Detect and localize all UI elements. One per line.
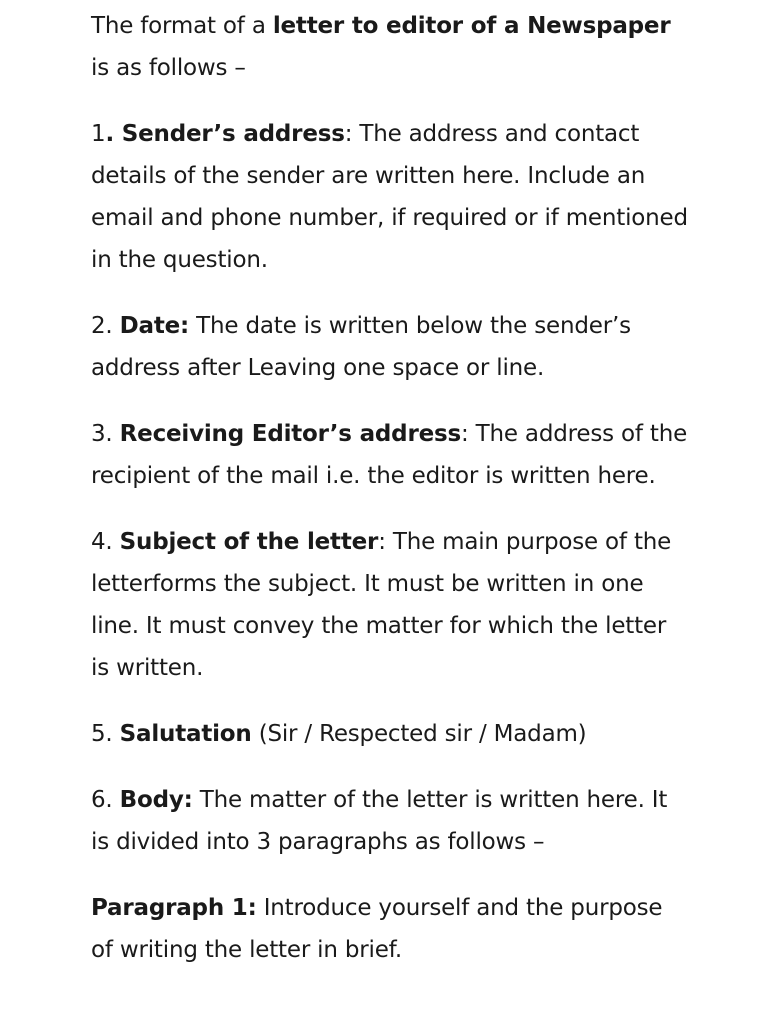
item-heading: Subject of the letter [119,529,379,555]
item-subject-of-the-letter [91,521,691,689]
item-heading: Paragraph 1: [91,895,257,921]
item-text: : The main purpose of the letterforms the subject. It must be written in one line. It must convey the matter for which the letter is written. [91,529,672,681]
intro-text-post: is as follows – [91,55,246,81]
item-number: 5. [91,721,120,747]
intro-text-pre: The format of a [91,13,273,39]
item-text: The matter of the letter is written here. It is divided into 3 paragraphs as follows – [91,787,668,855]
item-text: The date is written below the sender’s address after Leaving one space or line. [91,313,631,381]
item-number: 4. [91,529,120,555]
item-heading: Body: [119,787,193,813]
item-number: 2. [91,313,120,339]
item-salutation [91,713,691,755]
paragraph-1-description [91,887,691,971]
item-number: 3. [91,421,120,447]
item-date [91,305,691,389]
item-heading: Receiving Editor’s address [119,421,461,447]
item-heading: Date: [119,313,190,339]
item-text: : The address and contact details of the sender are written here. Include an email and phone number, if required or if mentioned in the question. [91,121,688,273]
item-receiving-editors-address [91,413,691,497]
intro-text-bold: letter to editor of a Newspaper [272,13,671,39]
item-text: : The address of the recipient of the mail i.e. the editor is written here. [91,421,688,489]
item-text: Introduce yourself and the purpose of writing the letter in brief. [91,895,663,963]
intro-paragraph [91,5,691,89]
item-senders-address [91,113,691,281]
item-text: (Sir / Respected sir / Madam) [251,721,587,747]
item-number: 6. [91,787,120,813]
item-body [91,779,691,863]
item-heading: . Sender’s address [105,121,345,147]
item-number: 1 [91,121,106,147]
article-body [91,5,691,995]
item-heading: Salutation [119,721,252,747]
